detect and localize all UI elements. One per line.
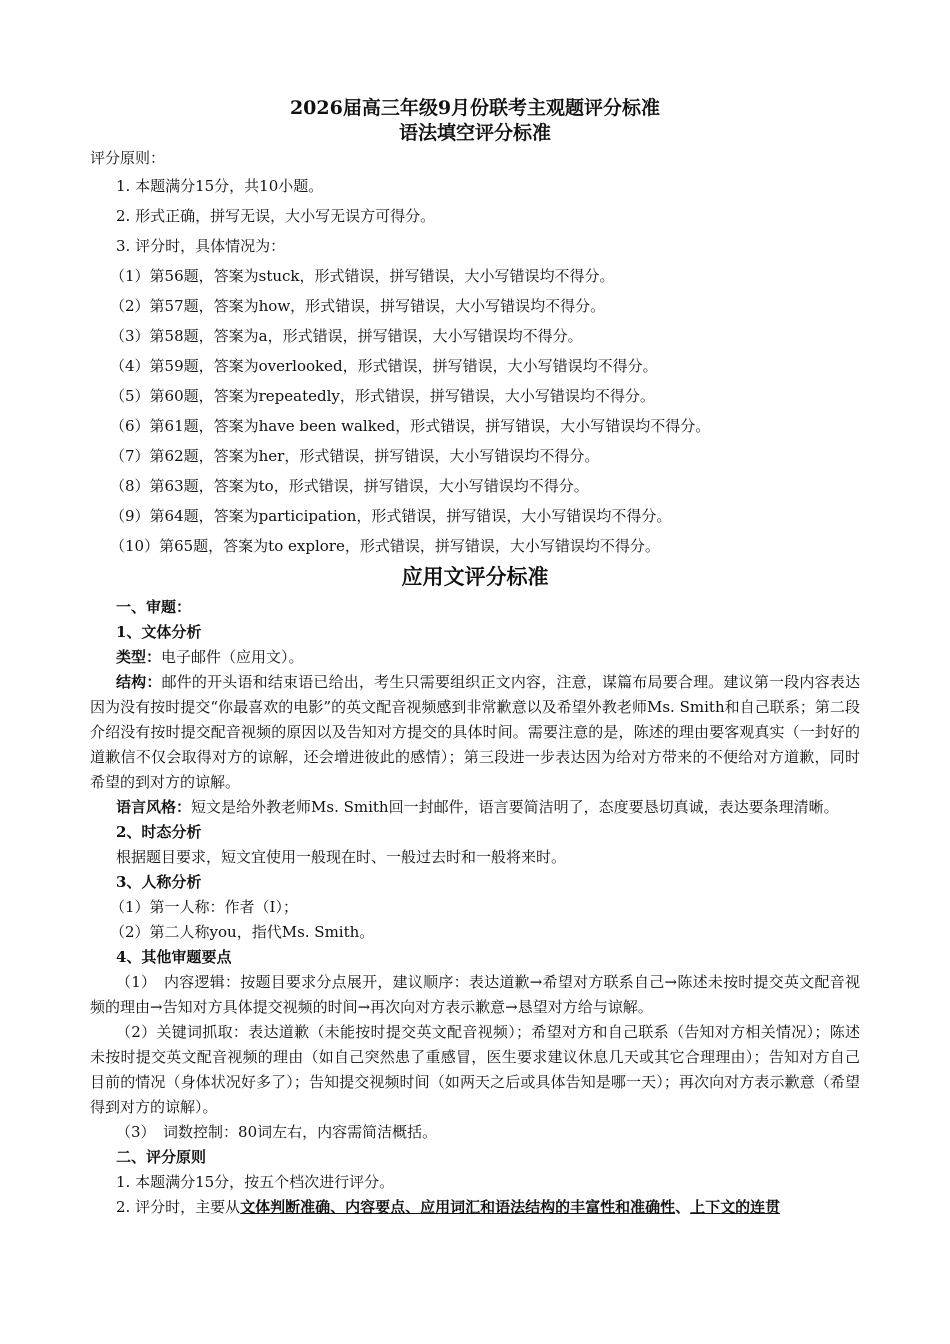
section-heading: 二、评分原则	[116, 1148, 207, 1166]
grammar-item: （9）第64题，答案为participation，形式错误，拼写错误，大小写错误均不得分。	[110, 507, 672, 525]
person-item: （2）第二人称you，指代Ms. Smith。	[110, 923, 375, 941]
grammar-rule: 1. 本题满分15分，共10小题。	[116, 177, 324, 195]
scoring-criteria-underlined: 文体判断准确、内容要点、应用词汇和语法结构的丰富性和准确性	[240, 1198, 676, 1216]
structure-text: 邮件的开头语和结束语已给出，考生只需要组织正文内容，注意，谋篇布局要合理。建议第一段内容表达因为没有按时提交“你最喜欢的电影”的英文配音视频感到非常歉意以及希望外教老师Ms. Smith和自己联系；第二段介绍没有按时提交配音视频的原因以及告知对方提交的具体时间。需要注意的是，陈述的理由要客观真实（一封好的道歉信不仅会取得对方的谅解，还会增进彼此的感情）；第三段进一步表达因为给对方带来的不便给对方道歉，同时希望的到对方的谅解。	[90, 673, 860, 791]
grammar-item: （7）第62题，答案为her，形式错误，拼写错误，大小写错误均不得分。	[110, 447, 600, 465]
scoring-rule-prefix: 2. 评分时，主要从	[116, 1198, 241, 1216]
document-title: 2026届高三年级9月份联考主观题评分标准	[289, 97, 661, 119]
section-heading: 一、审题：	[116, 598, 192, 616]
style-text: 短文是给外教老师Ms. Smith回一封邮件，语言要简洁明了，态度要恳切真诚，表达要条理清晰。	[191, 798, 839, 816]
grammar-item: （3）第58题，答案为a，形式错误，拼写错误，大小写错误均不得分。	[110, 327, 583, 345]
type-label: 类型：	[116, 648, 162, 666]
point-item: （2）关键词抓取：表达道歉（未能按时提交英文配音视频）；希望对方和自己联系（告知对方相关情况）；陈述未按时提交英文配音视频的理由（如自己突然患了重感冒，医生要求建议休息几天或其它合理理由）；告知对方自己目前的情况（身体状况好多了）；告知提交视频时间（如两天之后或具体告知是哪一天）；再次向对方表示歉意（希望得到对方的谅解）。	[90, 1023, 860, 1116]
grammar-rule: 3. 评分时，具体情况为：	[116, 237, 286, 255]
point-item: （3） 词数控制：80词左右，内容需简洁概括。	[116, 1123, 438, 1141]
style-label: 语言风格：	[116, 798, 192, 816]
subsection-heading: 4、其他审题要点	[116, 948, 232, 966]
grammar-item: （4）第59题，答案为overlooked，形式错误，拼写错误，大小写错误均不得分。	[110, 357, 658, 375]
person-item: （1）第一人称：作者（I）；	[110, 898, 298, 916]
grammar-section-title: 语法填空评分标准	[398, 122, 551, 144]
scoring-rule	[90, 1195, 860, 1220]
subsection-heading: 2、时态分析	[116, 823, 202, 841]
type-text: 电子邮件（应用文）。	[161, 648, 304, 666]
writing-section-title: 应用文评分标准	[401, 564, 549, 589]
scoring-rule: 1. 本题满分15分，按五个档次进行评分。	[116, 1173, 395, 1191]
grammar-rule: 2. 形式正确，拼写无误，大小写无误方可得分。	[116, 207, 436, 225]
grammar-item: （6）第61题，答案为have been walked，形式错误，拼写错误，大小写错误均不得分。	[110, 417, 711, 435]
subsection-heading: 1、文体分析	[116, 623, 202, 641]
structure-paragraph	[90, 670, 860, 795]
scoring-criteria-separator: 、	[675, 1198, 691, 1216]
structure-label: 结构：	[116, 673, 162, 691]
grammar-item: （2）第57题，答案为how，形式错误，拼写错误，大小写错误均不得分。	[110, 297, 606, 315]
grammar-item: （1）第56题，答案为stuck，形式错误，拼写错误，大小写错误均不得分。	[110, 267, 615, 285]
type-paragraph	[90, 645, 860, 670]
grammar-item: （8）第63题，答案为to，形式错误，拼写错误，大小写错误均不得分。	[110, 477, 589, 495]
principle-label: 评分原则：	[90, 149, 166, 167]
scoring-criteria-underlined: 上下文的连贯	[690, 1198, 781, 1216]
point-item: （1） 内容逻辑：按题目要求分点展开，建议顺序：表达道歉→希望对方联系自己→陈述未按时提交英文配音视频的理由→告知对方具体提交视频的时间→再次向对方表示歉意→恳望对方给与谅解。	[90, 973, 860, 1016]
tense-text: 根据题目要求，短文宜使用一般现在时、一般过去时和一般将来时。	[116, 848, 567, 866]
grammar-item: （10）第65题，答案为to explore，形式错误，拼写错误，大小写错误均不得分。	[110, 537, 660, 555]
subsection-heading: 3、人称分析	[116, 873, 202, 891]
style-paragraph	[90, 795, 860, 820]
grammar-item: （5）第60题，答案为repeatedly，形式错误，拼写错误，大小写错误均不得分。	[110, 387, 655, 405]
